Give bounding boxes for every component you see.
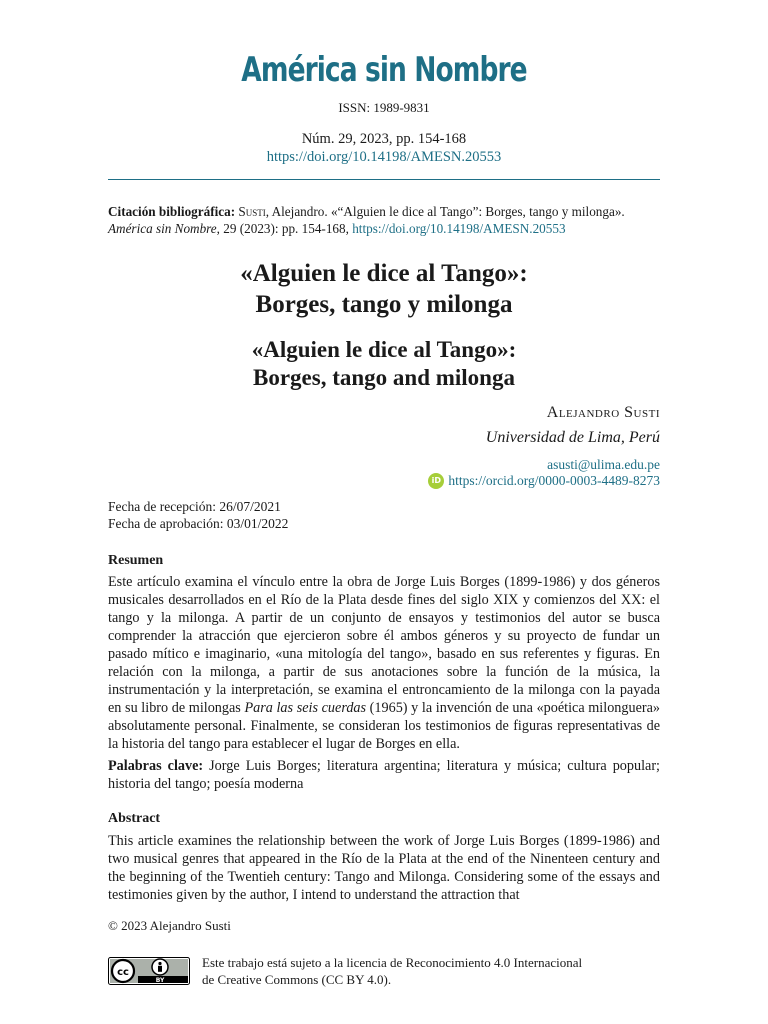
book-title: Para las seis cuerdas — [244, 700, 367, 716]
resumen-heading: Resumen — [108, 553, 164, 568]
cc-icon-text: cc — [117, 967, 129, 978]
title-es-line-2: Borges, tango y milonga — [255, 291, 513, 318]
orcid-link[interactable] — [428, 473, 660, 489]
copyright: © 2023 Alejandro Susti — [108, 918, 231, 933]
license-line-2: de Creative Commons (CC BY 4.0). — [202, 972, 392, 987]
cc-by-license-icon[interactable] — [108, 957, 190, 985]
citation-label: Citación bibliográfica: — [108, 204, 236, 219]
author-name: Alejandro Susti — [546, 404, 660, 421]
author-email-link[interactable]: asusti@ulima.edu.pe — [547, 457, 660, 472]
orcid-url[interactable]: https://orcid.org/0000-0003-4489-8273 — [448, 473, 660, 488]
issue-info: Núm. 29, 2023, pp. 154-168 — [301, 131, 467, 147]
keywords-label: Palabras clave: — [108, 758, 204, 774]
title-es-line-1: «Alguien le dice al Tango»: — [240, 260, 528, 287]
doi-link[interactable]: https://doi.org/10.14198/AMESN.20553 — [266, 149, 502, 165]
orcid-icon: iD — [428, 473, 444, 489]
by-icon-text: BY — [155, 977, 165, 984]
citation-journal: América sin Nombre — [108, 221, 217, 236]
citation-doi-link[interactable]: https://doi.org/10.14198/AMESN.20553 — [352, 221, 566, 236]
abstract-heading: Abstract — [108, 811, 161, 826]
citation-author: Susti — [238, 204, 266, 219]
article-title-en — [108, 336, 660, 392]
article-title-es — [108, 258, 660, 320]
title-en-line-2: Borges, tango and milonga — [253, 365, 515, 390]
resumen-body-2: (1965) y la invención de una «poética milonguera» absolutamente personal. Finalmente, se consideran los testimonios de figuras representativas de la historia del tango para establecer el lugar de Borges en ella. — [108, 700, 660, 752]
received-date: Fecha de recepción: 26/07/2021 — [108, 499, 281, 514]
license-line-1: Este trabajo está sujeto a la licencia de Reconocimiento 4.0 Internacional — [202, 955, 583, 970]
title-en-line-1: «Alguien le dice al Tango»: — [251, 337, 517, 362]
approved-date: Fecha de aprobación: 03/01/2022 — [108, 516, 289, 531]
header-divider — [108, 179, 660, 180]
citation-text-2: , 29 (2023): pp. 154-168, — [216, 221, 353, 236]
abstract-text: This article examines the relationship between the work of Jorge Luis Borges (1899-1986) and two musical genres that appeared in the Río de la Plata at the end of the Ninenteen century and the beginning of the Twentieh century: Tango and Milonga. Considering some of the essays and testimonies given by the author, I intend to understand the attraction that — [108, 833, 660, 903]
dates — [108, 498, 288, 532]
author-affiliation: Universidad de Lima, Perú — [485, 429, 660, 446]
keywords — [108, 757, 660, 793]
journal-title: América sin Nombre — [241, 50, 527, 90]
resumen-body: Este artículo examina el vínculo entre la obra de Jorge Luis Borges (1899-1986) y dos géneros musicales desarrollados en el Río de la Plata desde fines del siglo XIX y comienzos del XX: el tango y la milonga. A partir de un conjunto de ensayos y testimonios del autor se busca comprender la atracción que ejercieron sobre él ambos géneros y su proyecto de fundar un pasado mítico e imaginario, «una mitología del tango», basado en sus referentes y figuras. En relación con la milonga, a partir de sus anotaciones sobre la función de la música, la instrumentación y la interpretación, se examina el entroncamiento de la milonga con la payada en su libro de milongas — [108, 574, 660, 716]
resumen-text — [108, 573, 660, 753]
bibliographic-citation — [108, 203, 668, 237]
license-text — [202, 954, 622, 988]
keywords-text: Jorge Luis Borges; literatura argentina; literatura y música; cultura popular; historia del tango; poesía moderna — [108, 758, 660, 792]
citation-text: , Alejandro. «“Alguien le dice al Tango”: Borges, tango y milonga». — [265, 204, 625, 219]
issn: ISSN: 1989-9831 — [338, 100, 430, 115]
